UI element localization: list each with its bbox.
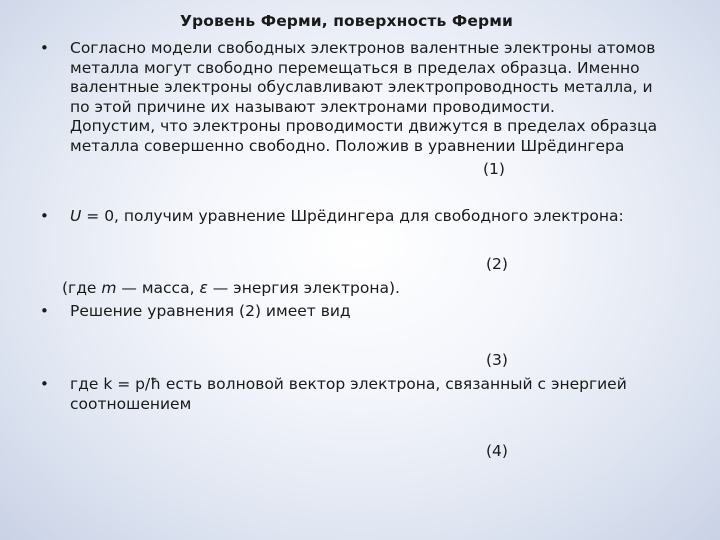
bullet-marker: • [40,375,49,393]
text-line: Согласно модели свободных электронов валентные электроны атомов [70,39,656,57]
equation-number-1: (1) [483,160,505,178]
paragraph-u-zero [70,207,690,227]
text-line: по этой причине их называют электронами проводимости. [70,97,555,116]
equation-number-3: (3) [486,351,508,369]
text-line: металла могут свободно перемещаться в пределах образца. Именно [70,58,640,77]
variable-m: m [101,279,117,297]
variable-epsilon: ε [199,279,208,297]
text-line: соотношением [70,394,192,413]
paragraph-solution: Решение уравнения (2) имеет вид [70,302,351,320]
slide-title: Уровень Ферми, поверхность Ферми [180,12,513,30]
text-line: = 0, получим уравнение Шрёдингера для свободного электрона: [81,207,624,225]
where-note [62,279,400,299]
equation-number-4: (4) [486,442,508,460]
equation-number-2: (2) [486,255,508,273]
text-line: где k = p/ħ есть волновой вектор электрона, связанный с энергией [70,375,627,393]
text-fragment: (где [62,279,102,297]
text-line: Допустим, что электроны проводимости движутся в пределах образца [70,117,658,135]
paragraph-wave-vector [70,375,690,414]
bullet-marker: • [40,207,49,225]
variable-u: U [70,207,82,225]
paragraph-free-electron-model [70,39,700,156]
text-line: металла совершенно свободно. Положив в уравнении Шрёдингера [70,136,625,155]
bullet-marker: • [40,302,49,320]
bullet-marker: • [40,39,49,57]
text-fragment: — энергия электрона). [207,279,400,297]
text-line: валентные электроны обуславливают электропроводность металла, и [70,78,653,96]
text-fragment: — масса, [116,279,200,297]
